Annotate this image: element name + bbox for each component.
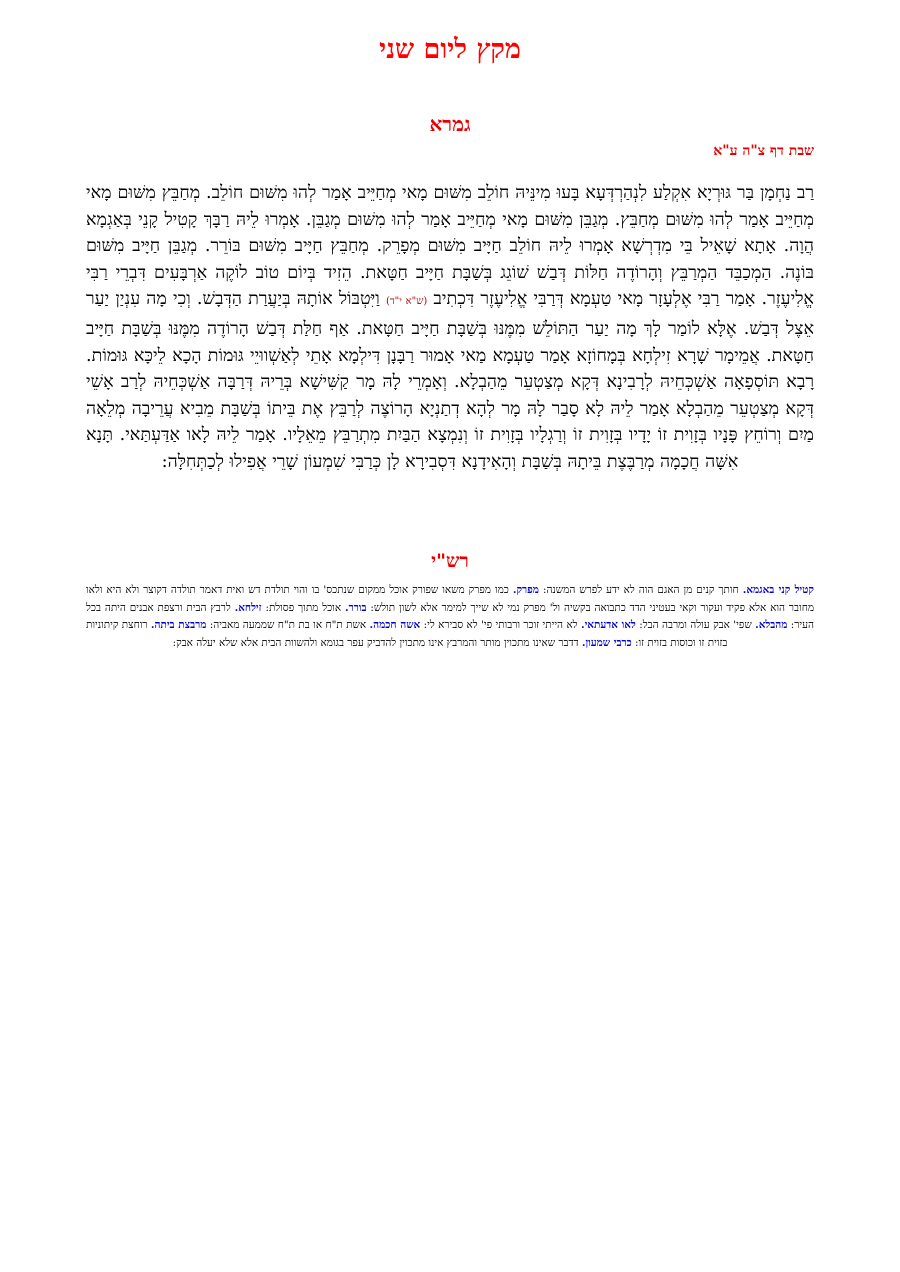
rashi-comment: שפי' אבק עולה ומרבה הבל: (635, 619, 756, 631)
verse-citation: (ש"א י"ד) (385, 296, 428, 308)
source-reference: שבת דף צ"ה ע"א (713, 143, 814, 159)
rashi-heading-word: מרבצת ביתה. (150, 619, 207, 631)
rashi-heading-word: לאו אדעתאי. (580, 619, 636, 631)
rashi-comment: אוכל מתוך פסולת: (261, 601, 345, 614)
rashi-comment: כמו מפרק משאו שפורק אוכל ממקום שנתכס' בו והוי תולדת דש ואית דאמר תולדה דקוצר ולא היא ולאו מחובר הוא אלא פקיד ועקור וקאי בעטיני הדד כתבואה בקשיה ול' מפרק נמי לא שייך למימר אלא לשון תולש: (86, 584, 815, 614)
gemara-text (86, 180, 814, 476)
rashi-comment: אשת ת"ח או בת ת"ח שממעה מאביה: (206, 619, 370, 631)
rashi-heading-word: בורר. (344, 601, 367, 614)
gemara-heading: גמרא (429, 112, 471, 136)
rashi-comment: רוחצת קיתוניות בזוית זו וכוסות בזוית זו: (86, 619, 728, 649)
rashi-heading-word: אשה חכמה. (369, 619, 421, 631)
page-title: מקץ ליום שני (379, 34, 521, 65)
gemara-text-part-1: רַב נַחְמָן בַּר גּוּרְיָא אִקְלַע לִנְהַרְדְּעָא בָּעוּ מִינֵּיהּ חוֹלֵב מִשּׁוּם מָאי מְחַיֵּיב אָמַר לְהוּ מִשּׁוּם חוֹלֵב. מְחַבֵּץ מִשּׁוּם מָאי מְחַיֵּיב אָמַר לְהוּ מִשּׁוּם מְחַבֵּץ. מְגַבֵּן מִשּׁוּם מָאי מְחַיֵּיב אָמַר לְהוּ מִשּׁוּם מְגַבֵּן. אָמְרוּ לֵיהּ רַבָּךְ קָטִיל קָנֵי בְּאַגְמָא הֲוָה. אָתָא שָׁאֵיל בֵּי מִדְרְשָׁא אָמְרוּ לֵיהּ חוֹלֵב חַיָּיב מִשּׁוּם מְפָרֵק. מְחַבֵּץ חַיָּיב מִשּׁוּם בּוֹרֵר. מְגַבֵּן חַיָּיב מִשּׁוּם בּוֹנֶה. הַמְכַבֵּד הַמְרַבֵּץ וְהָרוֹדֶה חַלּוֹת דְּבַשׁ שׁוֹגֵג בְּשַׁבָּת חַיָּיב חַטָּאת. הֵזִיד בְּיוֹם טוֹב לוֹקֶה אַרְבָּעִים דִּבְרֵי רַבִּי אֱלִיעֶזֶר. אָמַר רַבִּי אֶלְעָזָר מָאי טַעְמָא דְּרַבִּי אֱלִיעֶזֶר דִּכְתִיב (86, 183, 814, 310)
rashi-comment: לא הייתי זוכר ורבותי פי' לא סבירא לי: (420, 619, 581, 631)
gemara-text-part-2: וַיִּטְבּוֹל אוֹתָהּ בְּיַעֲרַת הַדְּבָשׁ. וְכִי מָה עִנְיַן יַעַר אֵצֶל דְּבַשׁ. אֶלָּא לוֹמַר לָךְ מָה יַעַר הַתּוֹלֵשׁ מִמֶּנּוּ בְּשַׁבָּת חַיָּיב חַטָּאת. אַף חַלַּת דְּבַשׁ הָרוֹדֶה מִמֶּנּוּ בְּשַׁבָּת חַיָּיב חַטָּאת. אֲמֵימָר שָׁרָא זִילְחָא בְּמָחוֹזָא אָמַר טַעְמָא מַאי אָמוּר רַבָּנָן דִּילְמָא אָתֵי לְאַשְׁווּיֵי גּוּמוֹת הָכָא לֵיכָּא גּוּמוֹת. רָבָא תּוֹסְפָאָה אַשְׁכְּחֵיהּ לְרָבִינָא דְּקָא מְצַטְעֵר מֵהַבְלָא. וְאָמְרֵי לָהּ מָר קַשִּׁישָׁא בְּרֵיהּ דְּרַבָּה אַשְׁכְּחֵיהּ לְרַב אָשֵׁי דְּקָא מְצַטְעֵר מֵהַבְלָא אָמַר לֵיהּ לָא סָבַר לָהּ מָר לְהָא דְתַנְיָא הָרוֹצֶה לְרַבֵּץ אֶת בֵּיתוֹ בְּשַׁבָּת מֵבִיא עֲרֵיבָה מְלֵאָה מַיִם וְרוֹחֵץ פָּנָיו בְּזָוִית זוֹ יָדָיו בְּזָוִית זוֹ וְרַגְלָיו בְּזָוִית זוֹ וְנִמְצָא הַבַּיִת מִתְרַבֵּץ מֵאֵלָיו. אָמַר לֵיהּ לָאו אַדַּעְתַּאי. תָּנָא אִשָּׁה חֲכָמָה מְרַבֶּצֶת בֵּיתָהּ בְּשַׁבָּת וְהָאִידָנָא דִּסְבִירָא לָן כְּרַבִּי שִׁמְעוֹן שָׁרֵי אֲפִילוּ לְכַתְּחִלָּה: (86, 289, 814, 472)
rashi-heading-word: קטיל קני באגמא. (742, 584, 814, 596)
rashi-commentary (86, 582, 814, 652)
rashi-heading-word: מהבלא. (755, 619, 788, 631)
rashi-heading-word: כרבי שמעון. (581, 636, 632, 649)
rashi-heading: רש"י (431, 550, 469, 572)
rashi-heading-word: מפרק. (512, 584, 539, 596)
rashi-comment: חותך קנים מן האגם הוה לא ידע לפרש המשנה: (538, 584, 743, 596)
rashi-heading-word: זילחא. (234, 601, 262, 614)
rashi-comment: לרבץ הבית ורצפת אבנים היתה בכל העיר: (86, 601, 814, 631)
rashi-comment: דדבר שאינו מתכוין מותר והמרבץ אינו מתכוין להדביק עפר בגומא ולהשוות הבית אלא שלא יעלה אבק: (172, 636, 582, 649)
